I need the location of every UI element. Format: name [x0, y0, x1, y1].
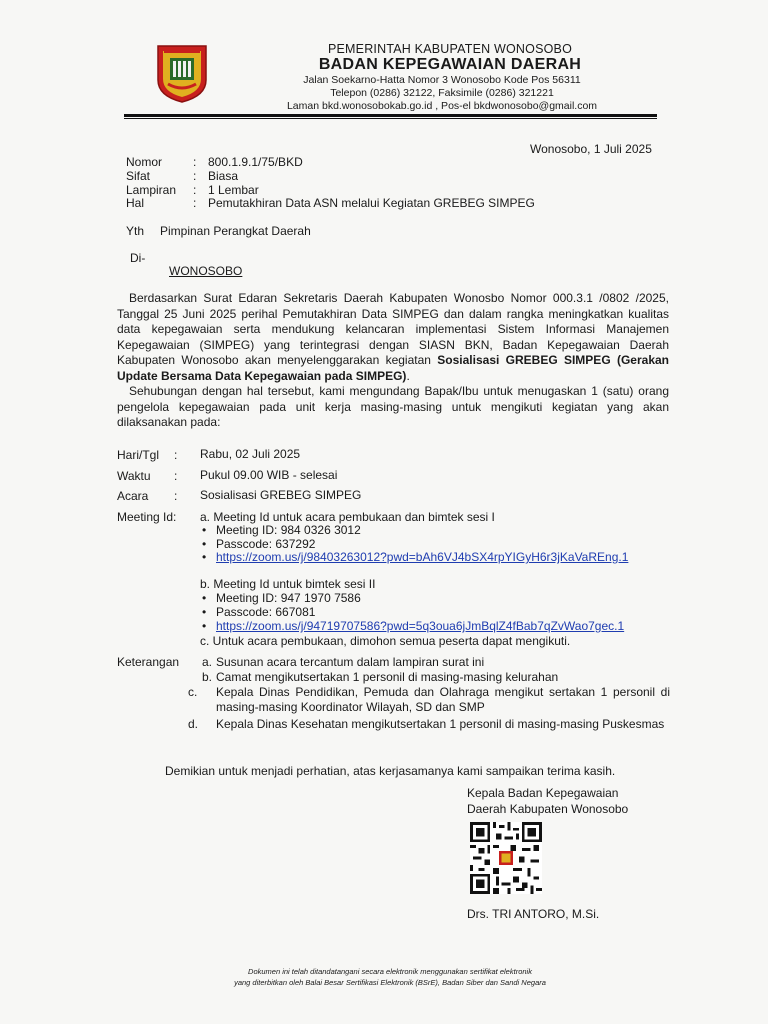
- keterangan-item-d: [188, 717, 670, 732]
- nomor-value: 800.1.9.1/75/BKD: [208, 155, 303, 169]
- bullet: •: [202, 537, 207, 551]
- nomor-colon: :: [193, 155, 197, 169]
- letter-date: Wonosobo, 1 Juli 2025: [530, 142, 652, 156]
- ket-text: Susunan acara tercantum dalam lampiran surat ini: [216, 655, 485, 669]
- signer-name: Drs. TRI ANTORO, M.Si.: [467, 907, 600, 921]
- body-paragraph-2: Sehubungan dengan hal tersebut, kami mengundang Bapak/Ibu untuk menugaskan 1 (satu) orang pengelola kepegawaian pada unit kerja masing-masing untuk mengikuti kegiatan yang akan dilaksanakan pada:: [117, 384, 669, 430]
- body-paragraph-1: [117, 291, 669, 385]
- waktu-value: Pukul 09.00 WIB - selesai: [200, 468, 338, 482]
- address-line-1: Jalan Soekarno-Hatta Nomor 3 Wonosobo Kode Pos 56311: [303, 74, 581, 86]
- meeting-label: Meeting Id:: [117, 510, 177, 524]
- ket-letter: c.: [188, 685, 198, 699]
- hari-label: Hari/Tgl: [117, 448, 160, 462]
- sifat-label: Sifat: [126, 169, 151, 183]
- regency-coat-of-arms-icon: [156, 42, 208, 104]
- lampiran-label: Lampiran: [126, 183, 177, 197]
- hal-value: Pemutakhiran Data ASN melalui Kegiatan GREBEG SIMPEG: [208, 196, 535, 210]
- header-rule-thin: [124, 118, 657, 119]
- signer-title-1: Kepala Badan Kepegawaian: [467, 786, 619, 800]
- sifat-colon: :: [193, 169, 197, 183]
- keterangan-label: Keterangan: [117, 655, 180, 669]
- recipient-place: WONOSOBO: [169, 264, 243, 278]
- bullet: •: [202, 591, 207, 605]
- keterangan-item-b: [202, 670, 670, 685]
- ket-text: Camat mengikutsertakan 1 personil di masing-masing kelurahan: [216, 670, 559, 684]
- lampiran-colon: :: [193, 183, 197, 197]
- di-label: Di-: [130, 251, 146, 265]
- address-line-3: Laman bkd.wonosobokab.go.id , Pos-el bkdwonosobo@gmail.com: [286, 100, 598, 112]
- meeting-b-id: Meeting ID: 947 1970 7586: [216, 591, 361, 605]
- ket-text: Kepala Dinas Pendidikan, Pemuda dan Olahraga mengikut sertakan 1 personil di masing-masing Koordinator Wilayah, SD dan SMP: [216, 685, 670, 714]
- meeting-b-passcode: Passcode: 667081: [216, 605, 316, 619]
- ket-letter: b.: [202, 670, 213, 684]
- bullet: •: [202, 619, 207, 633]
- header-rule-thick: [124, 114, 657, 117]
- hari-colon: :: [174, 448, 178, 462]
- address-line-2: Telepon (0286) 32122, Faksimile (0286) 321221: [330, 87, 554, 99]
- bullet: •: [202, 523, 207, 537]
- meeting-b-zoom-link[interactable]: https://zoom.us/j/94719707586?pwd=5q3oua6jJmBqlZ4fBab7qZvWao7gec.1: [216, 619, 625, 633]
- meeting-a-id: Meeting ID: 984 0326 3012: [216, 523, 361, 537]
- p1-end: .: [406, 368, 410, 383]
- hari-value: Rabu, 02 Juli 2025: [200, 447, 301, 461]
- footer-line-2: yang diterbitkan oleh Balai Besar Sertifikasi Elektronik (BSrE), Badan Siber dan Sandi Negara: [234, 978, 546, 987]
- footer-line-1: Dokumen ini telah ditandatangani secara elektronik menggunakan sertifikat elektronik: [248, 967, 532, 976]
- yth-label: Yth: [126, 224, 145, 238]
- org-line-1: PEMERINTAH KABUPATEN WONOSOBO: [327, 42, 573, 56]
- ket-text: Kepala Dinas Kesehatan mengikutsertakan 1 personil di masing-masing Puskesmas: [216, 717, 665, 731]
- hal-colon: :: [193, 196, 197, 210]
- p1-text: Berdasarkan Surat Edaran Sekretaris Daerah Kabupaten Wonosbo Nomor 000.3.1 /0802 /2025, Tanggal 25 Juni 2025 perihal Pemutakhiran Data SIMPEG dan dalam rangka meningkatkan kualitas data kepegawaian serta mendukung kelancaran implementasi Sistem Informasi Manajemen Kepegawaian (SIMPEG) yang terintegrasi dengan SIASN BKN, Badan Kepegawaian Daerah Kabupaten Wonosobo akan menyelenggarakan kegiatan: [117, 291, 669, 368]
- p1-bold: Sosialisasi GREBEG SIMPEG (Gerakan Update Bersama Data Kepegawaian pada SIMPEG): [117, 353, 669, 383]
- nomor-label: Nomor: [126, 155, 163, 169]
- hal-label: Hal: [126, 196, 145, 210]
- waktu-label: Waktu: [117, 469, 151, 483]
- signer-title-2: Daerah Kabupaten Wonosobo: [467, 802, 629, 816]
- lampiran-value: 1 Lembar: [208, 183, 259, 197]
- bullet: •: [202, 605, 207, 619]
- ket-letter: a.: [202, 655, 213, 669]
- meeting-a-passcode: Passcode: 637292: [216, 537, 316, 551]
- acara-colon: :: [174, 489, 178, 503]
- acara-value: Sosialisasi GREBEG SIMPEG: [200, 488, 362, 502]
- sifat-value: Biasa: [208, 169, 239, 183]
- meeting-b-title: b. Meeting Id untuk bimtek sesi II: [200, 577, 376, 591]
- recipient-name: Pimpinan Perangkat Daerah: [160, 224, 311, 238]
- bullet: •: [202, 550, 207, 564]
- waktu-colon: :: [174, 469, 178, 483]
- meeting-c-note: c. Untuk acara pembukaan, dimohon semua peserta dapat mengikuti.: [200, 634, 571, 648]
- org-line-2: BADAN KEPEGAWAIAN DAERAH: [318, 56, 582, 73]
- keterangan-item-a: [202, 655, 670, 670]
- acara-label: Acara: [117, 489, 149, 503]
- keterangan-item-c: [188, 685, 670, 715]
- meeting-a-title: a. Meeting Id untuk acara pembukaan dan bimtek sesi I: [200, 510, 495, 524]
- ket-letter: d.: [188, 717, 199, 731]
- closing-sentence: Demikian untuk menjadi perhatian, atas kerjasamanya kami sampaikan terima kasih.: [165, 764, 616, 778]
- qr-code-icon: [470, 822, 542, 894]
- meeting-a-zoom-link[interactable]: https://zoom.us/j/98403263012?pwd=bAh6VJ4bSX4rpYIGyH6r3jKaVaREng.1: [216, 550, 629, 564]
